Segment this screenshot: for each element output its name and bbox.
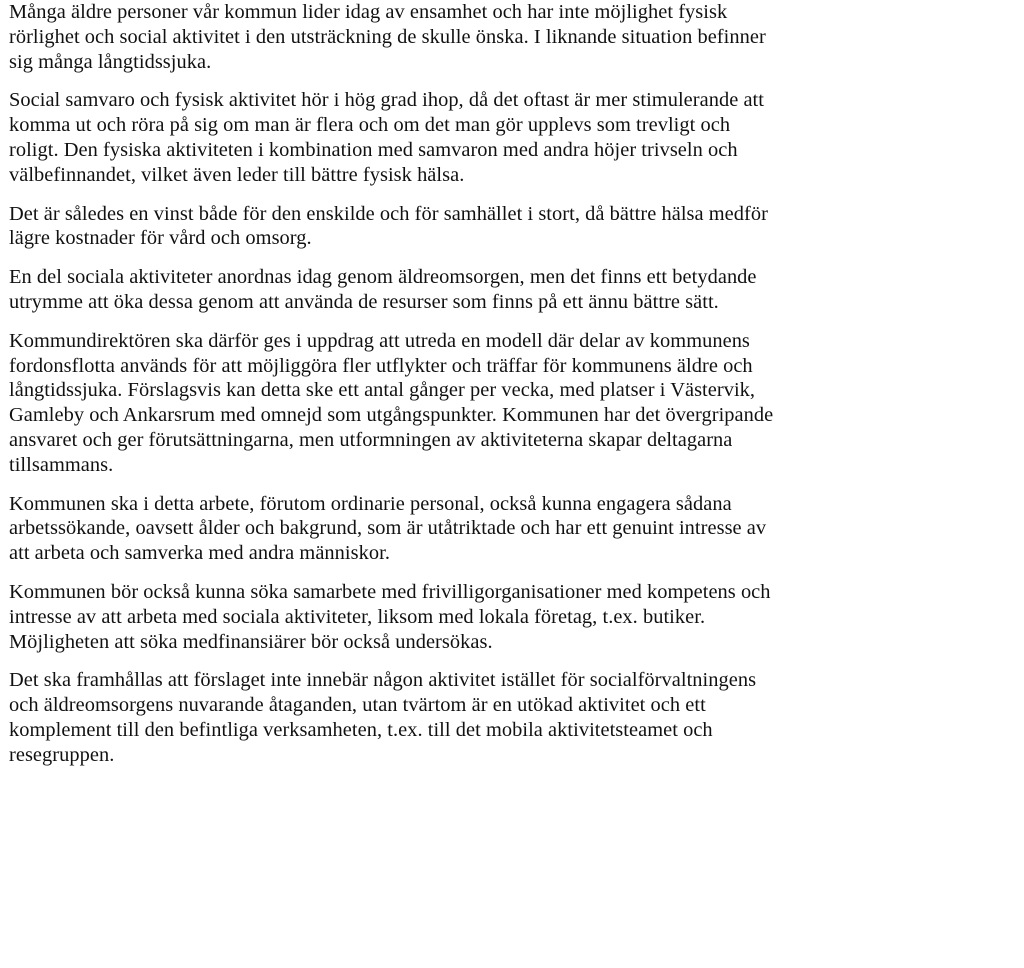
paragraph-assignment: Kommundirektören ska därför ges i uppdrag att utreda en modell där delar av kommunens fordonsflotta används för att möjliggöra fler utflykter och träffar för kommunens äldre och långtidssjuka. Förslagsvis kan detta ske ett antal gånger per vecka, med platser i Västervik, Gamleby och Ankarsrum med omnejd som utgångspunkter. Kommunen har det övergripande ansvaret och ger förutsättningarna, men utformningen av aktiviteterna skapar deltagarna tillsammans. xyxy=(9,329,774,476)
paragraph-staffing: Kommunen ska i detta arbete, förutom ordinarie personal, också kunna engagera sådana arbetssökande, oavsett ålder och bakgrund, som är utåtriktade och har ett genuint intresse av att arbeta och samverka med andra människor. xyxy=(9,492,767,565)
paragraph-elderly-care: En del sociala aktiviteter anordnas idag genom äldreomsorgen, men det finns ett betydande utrymme att öka dessa genom att använda de resurser som finns på ett ännu bättre sätt. xyxy=(9,266,757,313)
document-body xyxy=(9,0,1019,782)
paragraph-cooperation: Kommunen bör också kunna söka samarbete med frivilligorganisationer med kompetens och intresse av att arbeta med sociala aktiviteter, liksom med lokala företag, t.ex. butiker. Möjligheten att söka medfinansiärer bör också undersökas. xyxy=(9,580,771,653)
paragraph-social-activity: Social samvaro och fysisk aktivitet hör i hög grad ihop, då det oftast är mer stimulerande att komma ut och röra på sig om man är flera och om det man gör upplevs som trevligt och roligt. Den fysiska aktiviteten i kombination med samvaron med andra höjer trivseln och välbefinnandet, vilket även leder till bättre fysisk hälsa. xyxy=(9,89,764,186)
paragraph-clarification: Det ska framhållas att förslaget inte innebär någon aktivitet istället för socialförvaltningens och äldreomsorgens nuvarande åtaganden, utan tvärtom är en utökad aktivitet och ett komplement till den befintliga verksamheten, t.ex. till det mobila aktivitetsteamet och resegruppen. xyxy=(9,669,757,766)
paragraph-health-benefit: Det är således en vinst både för den enskilde och för samhället i stort, då bättre hälsa medför lägre kostnader för vård och omsorg. xyxy=(9,202,768,250)
paragraph-loneliness: Många äldre personer vår kommun lider idag av ensamhet och har inte möjlighet fysisk rörlighet och social aktivitet i den utsträckning de skulle önska. I liknande situation befinner sig många långtidssjuka. xyxy=(9,1,766,73)
